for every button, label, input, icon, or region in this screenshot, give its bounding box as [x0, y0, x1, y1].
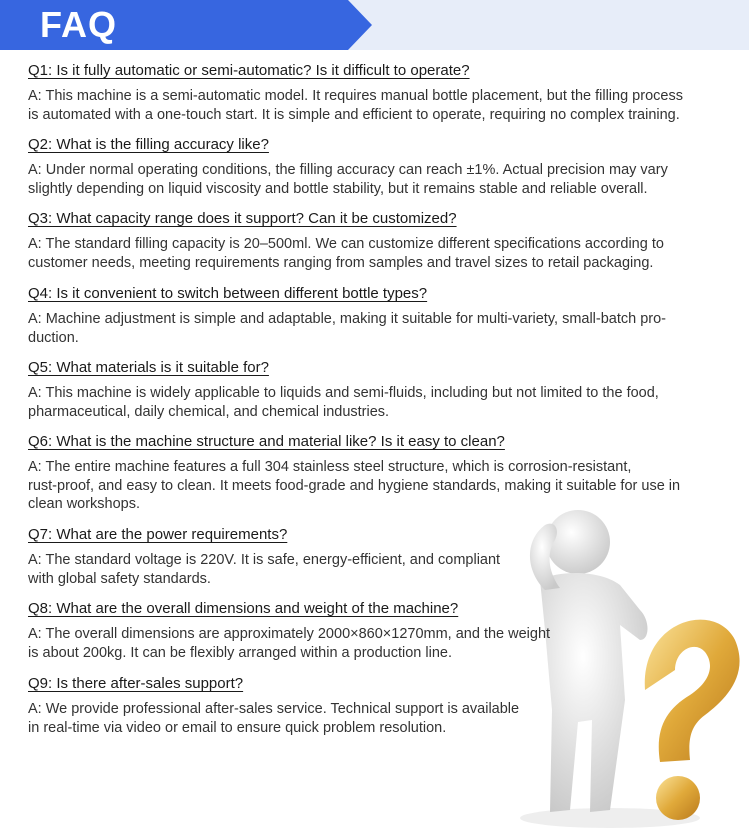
page-title: FAQ — [40, 4, 118, 45]
faq-answer-line: rust-proof, and easy to clean. It meets food-grade and hygiene standards, making it suitable for use in — [28, 477, 681, 494]
faq-item — [28, 62, 683, 124]
faq-answer-line: in real-time via video or email to ensure quick problem resolution. — [28, 719, 447, 736]
faq-answer-line: A: We provide professional after-sales service. Technical support is available — [28, 701, 520, 717]
faq-answer — [28, 384, 659, 421]
faq-answer-line: is automated with a one-touch start. It is simple and efficient to operate, requiring no complex training. — [28, 106, 680, 123]
faq-answer — [28, 458, 680, 514]
faq-answer — [28, 310, 666, 347]
faq-answer — [28, 87, 683, 124]
faq-question: Q5: What materials is it suitable for? — [28, 359, 269, 376]
faq-answer-line: A: The overall dimensions are approximately 2000×860×1270mm, and the weight — [28, 626, 551, 642]
faq-answer — [28, 161, 668, 198]
faq-question: Q6: What is the machine structure and material like? Is it easy to clean? — [28, 433, 505, 450]
faq-answer-line: customer needs, meeting requirements ranging from samples and travel sizes to retail packaging. — [28, 254, 654, 271]
faq-answer-line: A: Under normal operating conditions, the filling accuracy can reach ±1%. Actual precision may vary — [28, 162, 668, 178]
faq-answer-line: A: The entire machine features a full 304 stainless steel structure, which is corrosion-resistant, — [28, 459, 632, 475]
faq-answer-line: A: The standard voltage is 220V. It is safe, energy-efficient, and compliant — [28, 552, 501, 568]
faq-question: Q8: What are the overall dimensions and weight of the machine? — [28, 600, 459, 617]
thinking-figure-question-mark-illustration — [500, 500, 749, 832]
faq-answer-line: A: The standard filling capacity is 20–500ml. We can customize different specifications according to — [28, 236, 664, 252]
faq-item — [28, 359, 659, 421]
faq-answer-line: pharmaceutical, daily chemical, and chemical industries. — [28, 403, 390, 420]
faq-item — [28, 433, 680, 514]
faq-question: Q7: What are the power requirements? — [28, 526, 288, 543]
faq-answer-line: A: This machine is widely applicable to liquids and semi-fluids, including but not limited to the food, — [28, 385, 659, 401]
faq-question: Q3: What capacity range does it support? Can it be customized? — [28, 210, 457, 227]
faq-question: Q4: Is it convenient to switch between different bottle types? — [28, 285, 428, 302]
faq-item — [28, 285, 666, 347]
faq-answer-line: is about 200kg. It can be flexibly arranged within a production line. — [28, 644, 452, 661]
faq-answer — [28, 625, 550, 662]
faq-answer — [28, 235, 664, 272]
faq-question: Q2: What is the filling accuracy like? — [28, 136, 269, 153]
faq-question: Q9: Is there after-sales support? — [28, 675, 244, 692]
faq-answer-line: slightly depending on liquid viscosity and bottle stability, but it remains stable and reliable overall. — [28, 180, 648, 197]
faq-answer — [28, 551, 500, 588]
faq-item — [28, 210, 664, 272]
faq-item — [28, 600, 550, 662]
faq-question: Q1: Is it fully automatic or semi-automatic? Is it difficult to operate? — [28, 62, 470, 79]
faq-answer-line: A: This machine is a semi-automatic model. It requires manual bottle placement, but the filling process — [28, 88, 683, 104]
faq-item — [28, 136, 668, 198]
faq-header — [0, 0, 749, 50]
faq-answer-line: clean workshops. — [28, 496, 141, 512]
faq-answer-line: A: Machine adjustment is simple and adaptable, making it suitable for multi-variety, small-batch pro- — [28, 311, 667, 327]
faq-answer — [28, 700, 519, 737]
faq-item — [28, 526, 500, 588]
faq-answer-line: with global safety standards. — [28, 570, 211, 587]
faq-item — [28, 675, 519, 737]
faq-answer-line: duction. — [28, 329, 79, 346]
